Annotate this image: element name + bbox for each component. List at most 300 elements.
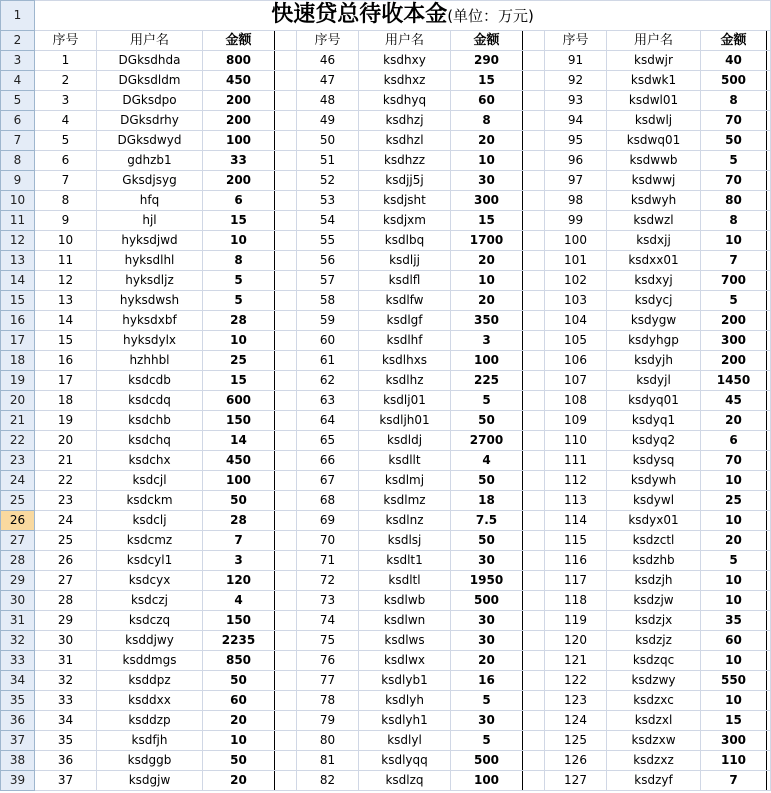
seq-cell[interactable]: 4 [35, 111, 97, 131]
empty-cell[interactable] [767, 531, 771, 551]
empty-cell[interactable] [275, 571, 297, 591]
user-cell[interactable]: ksdwk1 [607, 71, 701, 91]
user-cell[interactable]: ksdlyh [359, 691, 451, 711]
user-cell[interactable]: ksdlyb1 [359, 671, 451, 691]
empty-cell[interactable] [767, 511, 771, 531]
user-cell[interactable]: hfq [97, 191, 203, 211]
user-cell[interactable]: ksddxx [97, 691, 203, 711]
amount-cell[interactable]: 350 [451, 311, 523, 331]
empty-cell[interactable] [767, 131, 771, 151]
empty-cell[interactable] [767, 51, 771, 71]
empty-cell[interactable] [767, 411, 771, 431]
seq-cell[interactable]: 34 [35, 711, 97, 731]
user-cell[interactable]: ksdlhf [359, 331, 451, 351]
empty-cell[interactable] [523, 571, 545, 591]
amount-cell[interactable]: 16 [451, 671, 523, 691]
user-cell[interactable]: ksdzwy [607, 671, 701, 691]
user-cell[interactable]: ksdgjw [97, 771, 203, 791]
seq-cell[interactable]: 80 [297, 731, 359, 751]
empty-cell[interactable] [767, 71, 771, 91]
user-cell[interactable]: ksdlmz [359, 491, 451, 511]
seq-cell[interactable]: 72 [297, 571, 359, 591]
amount-cell[interactable]: 25 [701, 491, 767, 511]
seq-cell[interactable]: 118 [545, 591, 607, 611]
amount-cell[interactable]: 33 [203, 151, 275, 171]
user-cell[interactable]: ksdyjl [607, 371, 701, 391]
row-header[interactable]: 10 [1, 191, 35, 211]
empty-cell[interactable] [523, 171, 545, 191]
seq-cell[interactable]: 77 [297, 671, 359, 691]
user-cell[interactable]: ksdyq1 [607, 411, 701, 431]
amount-cell[interactable]: 450 [203, 71, 275, 91]
seq-cell[interactable]: 99 [545, 211, 607, 231]
user-cell[interactable]: Gksdjsyg [97, 171, 203, 191]
seq-cell[interactable]: 101 [545, 251, 607, 271]
amount-cell[interactable]: 5 [203, 271, 275, 291]
empty-cell[interactable] [767, 471, 771, 491]
row-header[interactable]: 34 [1, 671, 35, 691]
empty-cell[interactable] [767, 751, 771, 771]
user-cell[interactable]: ksdwzl [607, 211, 701, 231]
user-cell[interactable]: DGksdwyd [97, 131, 203, 151]
empty-cell[interactable] [275, 211, 297, 231]
amount-cell[interactable]: 110 [701, 751, 767, 771]
user-cell[interactable]: ksdlnz [359, 511, 451, 531]
empty-cell[interactable] [275, 271, 297, 291]
empty-cell[interactable] [523, 331, 545, 351]
amount-cell[interactable]: 60 [701, 631, 767, 651]
amount-cell[interactable]: 200 [203, 111, 275, 131]
amount-cell[interactable]: 15 [203, 371, 275, 391]
amount-cell[interactable]: 70 [701, 171, 767, 191]
empty-cell[interactable] [767, 551, 771, 571]
amount-cell[interactable]: 100 [451, 771, 523, 791]
amount-cell[interactable]: 20 [451, 651, 523, 671]
empty-cell[interactable] [767, 391, 771, 411]
amount-cell[interactable]: 20 [203, 711, 275, 731]
seq-cell[interactable]: 102 [545, 271, 607, 291]
amount-cell[interactable]: 100 [203, 131, 275, 151]
amount-cell[interactable]: 10 [701, 571, 767, 591]
empty-cell[interactable] [523, 311, 545, 331]
amount-cell[interactable]: 500 [451, 591, 523, 611]
header-seq[interactable]: 序号 [35, 31, 97, 51]
amount-cell[interactable]: 5 [451, 731, 523, 751]
amount-cell[interactable]: 8 [451, 111, 523, 131]
empty-cell[interactable] [275, 351, 297, 371]
header-user[interactable]: 用户名 [607, 31, 701, 51]
seq-cell[interactable]: 104 [545, 311, 607, 331]
seq-cell[interactable]: 76 [297, 651, 359, 671]
row-header[interactable]: 11 [1, 211, 35, 231]
row-header[interactable]: 27 [1, 531, 35, 551]
amount-cell[interactable]: 8 [701, 211, 767, 231]
seq-cell[interactable]: 22 [35, 471, 97, 491]
user-cell[interactable]: ksdzxc [607, 691, 701, 711]
seq-cell[interactable]: 12 [35, 271, 97, 291]
amount-cell[interactable]: 30 [451, 611, 523, 631]
seq-cell[interactable]: 6 [35, 151, 97, 171]
seq-cell[interactable]: 24 [35, 511, 97, 531]
amount-cell[interactable]: 5 [701, 151, 767, 171]
empty-cell[interactable] [275, 251, 297, 271]
row-header[interactable]: 8 [1, 151, 35, 171]
user-cell[interactable]: hzhhbl [97, 351, 203, 371]
seq-cell[interactable]: 54 [297, 211, 359, 231]
seq-cell[interactable]: 122 [545, 671, 607, 691]
empty-cell[interactable] [275, 491, 297, 511]
user-cell[interactable]: ksdxyj [607, 271, 701, 291]
seq-cell[interactable]: 3 [35, 91, 97, 111]
row-header[interactable]: 4 [1, 71, 35, 91]
seq-cell[interactable]: 49 [297, 111, 359, 131]
user-cell[interactable]: hyksdljz [97, 271, 203, 291]
empty-cell[interactable] [523, 51, 545, 71]
amount-cell[interactable]: 30 [451, 171, 523, 191]
empty-cell[interactable] [767, 271, 771, 291]
amount-cell[interactable]: 7 [203, 531, 275, 551]
amount-cell[interactable]: 3 [451, 331, 523, 351]
amount-cell[interactable]: 8 [203, 251, 275, 271]
seq-cell[interactable]: 20 [35, 431, 97, 451]
amount-cell[interactable]: 10 [701, 231, 767, 251]
empty-cell[interactable] [523, 111, 545, 131]
empty-cell[interactable] [767, 291, 771, 311]
row-header[interactable]: 39 [1, 771, 35, 791]
seq-cell[interactable]: 71 [297, 551, 359, 571]
empty-cell[interactable] [523, 151, 545, 171]
amount-cell[interactable]: 20 [203, 771, 275, 791]
empty-cell[interactable] [767, 691, 771, 711]
user-cell[interactable]: ksdlfw [359, 291, 451, 311]
seq-cell[interactable]: 97 [545, 171, 607, 191]
amount-cell[interactable]: 200 [203, 171, 275, 191]
seq-cell[interactable]: 53 [297, 191, 359, 211]
amount-cell[interactable]: 5 [203, 291, 275, 311]
amount-cell[interactable]: 5 [701, 551, 767, 571]
empty-cell[interactable] [275, 711, 297, 731]
user-cell[interactable]: ksdzjx [607, 611, 701, 631]
user-cell[interactable]: DGksdhda [97, 51, 203, 71]
amount-cell[interactable]: 225 [451, 371, 523, 391]
amount-cell[interactable]: 50 [451, 531, 523, 551]
row-header[interactable]: 7 [1, 131, 35, 151]
user-cell[interactable]: ksdyx01 [607, 511, 701, 531]
row-header[interactable]: 21 [1, 411, 35, 431]
amount-cell[interactable]: 700 [701, 271, 767, 291]
user-cell[interactable]: ksdhyq [359, 91, 451, 111]
amount-cell[interactable]: 800 [203, 51, 275, 71]
empty-cell[interactable] [275, 691, 297, 711]
empty-cell[interactable] [523, 631, 545, 651]
empty-cell[interactable] [523, 271, 545, 291]
amount-cell[interactable]: 40 [701, 51, 767, 71]
user-cell[interactable]: ksdhzl [359, 131, 451, 151]
amount-cell[interactable]: 8 [701, 91, 767, 111]
seq-cell[interactable]: 17 [35, 371, 97, 391]
amount-cell[interactable]: 18 [451, 491, 523, 511]
user-cell[interactable]: ksdygw [607, 311, 701, 331]
amount-cell[interactable]: 30 [451, 711, 523, 731]
amount-cell[interactable]: 120 [203, 571, 275, 591]
seq-cell[interactable]: 27 [35, 571, 97, 591]
amount-cell[interactable]: 10 [701, 651, 767, 671]
amount-cell[interactable]: 200 [203, 91, 275, 111]
user-cell[interactable]: ksdckm [97, 491, 203, 511]
amount-cell[interactable]: 550 [701, 671, 767, 691]
empty-cell[interactable] [275, 71, 297, 91]
amount-cell[interactable]: 80 [701, 191, 767, 211]
user-cell[interactable]: ksdcyx [97, 571, 203, 591]
seq-cell[interactable]: 127 [545, 771, 607, 791]
user-cell[interactable]: ksdczj [97, 591, 203, 611]
seq-cell[interactable]: 103 [545, 291, 607, 311]
amount-cell[interactable]: 2700 [451, 431, 523, 451]
seq-cell[interactable]: 36 [35, 751, 97, 771]
empty-cell[interactable] [767, 431, 771, 451]
amount-cell[interactable]: 850 [203, 651, 275, 671]
amount-cell[interactable]: 15 [451, 211, 523, 231]
user-cell[interactable]: ksdlfl [359, 271, 451, 291]
seq-cell[interactable]: 64 [297, 411, 359, 431]
amount-cell[interactable]: 5 [451, 691, 523, 711]
empty-cell[interactable] [275, 171, 297, 191]
amount-cell[interactable]: 45 [701, 391, 767, 411]
row-header[interactable]: 15 [1, 291, 35, 311]
seq-cell[interactable]: 25 [35, 531, 97, 551]
user-cell[interactable]: ksdlyqq [359, 751, 451, 771]
empty-cell[interactable] [767, 591, 771, 611]
empty-cell[interactable] [275, 31, 297, 51]
amount-cell[interactable]: 1450 [701, 371, 767, 391]
user-cell[interactable]: ksdyq2 [607, 431, 701, 451]
row-header[interactable]: 9 [1, 171, 35, 191]
seq-cell[interactable]: 69 [297, 511, 359, 531]
seq-cell[interactable]: 111 [545, 451, 607, 471]
empty-cell[interactable] [523, 91, 545, 111]
row-header[interactable]: 22 [1, 431, 35, 451]
empty-cell[interactable] [767, 651, 771, 671]
seq-cell[interactable]: 11 [35, 251, 97, 271]
empty-cell[interactable] [767, 331, 771, 351]
user-cell[interactable]: ksdfjh [97, 731, 203, 751]
user-cell[interactable]: ksdldj [359, 431, 451, 451]
empty-cell[interactable] [523, 391, 545, 411]
empty-cell[interactable] [275, 291, 297, 311]
empty-cell[interactable] [523, 211, 545, 231]
amount-cell[interactable]: 28 [203, 511, 275, 531]
user-cell[interactable]: ksdlwb [359, 591, 451, 611]
row-header[interactable]: 16 [1, 311, 35, 331]
empty-cell[interactable] [523, 191, 545, 211]
header-amount[interactable]: 金额 [701, 31, 767, 51]
seq-cell[interactable]: 68 [297, 491, 359, 511]
amount-cell[interactable]: 10 [203, 231, 275, 251]
amount-cell[interactable]: 450 [203, 451, 275, 471]
user-cell[interactable]: ksdclj [97, 511, 203, 531]
user-cell[interactable]: ksdzjz [607, 631, 701, 651]
empty-cell[interactable] [767, 571, 771, 591]
user-cell[interactable]: hyksdwsh [97, 291, 203, 311]
user-cell[interactable]: ksdlhz [359, 371, 451, 391]
user-cell[interactable]: DGksdrhy [97, 111, 203, 131]
seq-cell[interactable]: 81 [297, 751, 359, 771]
seq-cell[interactable]: 119 [545, 611, 607, 631]
seq-cell[interactable]: 124 [545, 711, 607, 731]
empty-cell[interactable] [767, 251, 771, 271]
empty-cell[interactable] [275, 131, 297, 151]
user-cell[interactable]: ksdwyh [607, 191, 701, 211]
seq-cell[interactable]: 35 [35, 731, 97, 751]
empty-cell[interactable] [767, 451, 771, 471]
amount-cell[interactable]: 50 [451, 411, 523, 431]
user-cell[interactable]: hyksdxbf [97, 311, 203, 331]
amount-cell[interactable]: 50 [701, 131, 767, 151]
amount-cell[interactable]: 20 [451, 131, 523, 151]
empty-cell[interactable] [275, 151, 297, 171]
amount-cell[interactable]: 6 [701, 431, 767, 451]
user-cell[interactable]: ksdysq [607, 451, 701, 471]
user-cell[interactable]: ksdzjw [607, 591, 701, 611]
user-cell[interactable]: ksdcjl [97, 471, 203, 491]
user-cell[interactable]: ksdjj5j [359, 171, 451, 191]
amount-cell[interactable]: 50 [203, 491, 275, 511]
user-cell[interactable]: gdhzb1 [97, 151, 203, 171]
seq-cell[interactable]: 60 [297, 331, 359, 351]
seq-cell[interactable]: 121 [545, 651, 607, 671]
amount-cell[interactable]: 290 [451, 51, 523, 71]
seq-cell[interactable]: 115 [545, 531, 607, 551]
seq-cell[interactable]: 113 [545, 491, 607, 511]
amount-cell[interactable]: 1700 [451, 231, 523, 251]
empty-cell[interactable] [275, 431, 297, 451]
amount-cell[interactable]: 150 [203, 411, 275, 431]
empty-cell[interactable] [523, 491, 545, 511]
user-cell[interactable]: ksdchq [97, 431, 203, 451]
amount-cell[interactable]: 10 [701, 471, 767, 491]
user-cell[interactable]: ksdcdq [97, 391, 203, 411]
empty-cell[interactable] [523, 291, 545, 311]
seq-cell[interactable]: 29 [35, 611, 97, 631]
row-header[interactable]: 23 [1, 451, 35, 471]
seq-cell[interactable]: 126 [545, 751, 607, 771]
seq-cell[interactable]: 21 [35, 451, 97, 471]
empty-cell[interactable] [275, 471, 297, 491]
amount-cell[interactable]: 10 [701, 511, 767, 531]
seq-cell[interactable]: 56 [297, 251, 359, 271]
user-cell[interactable]: ksdhxz [359, 71, 451, 91]
empty-cell[interactable] [767, 731, 771, 751]
user-cell[interactable]: ksdljh01 [359, 411, 451, 431]
empty-cell[interactable] [275, 611, 297, 631]
user-cell[interactable]: ksdlws [359, 631, 451, 651]
empty-cell[interactable] [275, 531, 297, 551]
seq-cell[interactable]: 19 [35, 411, 97, 431]
seq-cell[interactable]: 48 [297, 91, 359, 111]
amount-cell[interactable]: 10 [203, 731, 275, 751]
seq-cell[interactable]: 10 [35, 231, 97, 251]
row-header[interactable]: 26 [1, 511, 35, 531]
user-cell[interactable]: DGksdldm [97, 71, 203, 91]
empty-cell[interactable] [523, 691, 545, 711]
amount-cell[interactable]: 150 [203, 611, 275, 631]
user-cell[interactable]: ksdwwb [607, 151, 701, 171]
seq-cell[interactable]: 33 [35, 691, 97, 711]
seq-cell[interactable]: 50 [297, 131, 359, 151]
user-cell[interactable]: hjl [97, 211, 203, 231]
empty-cell[interactable] [275, 511, 297, 531]
empty-cell[interactable] [275, 671, 297, 691]
amount-cell[interactable]: 50 [203, 751, 275, 771]
user-cell[interactable]: ksddpz [97, 671, 203, 691]
row-header[interactable]: 14 [1, 271, 35, 291]
user-cell[interactable]: ksdywl [607, 491, 701, 511]
empty-cell[interactable] [767, 631, 771, 651]
user-cell[interactable]: ksdwjr [607, 51, 701, 71]
seq-cell[interactable]: 116 [545, 551, 607, 571]
user-cell[interactable]: ksdcyl1 [97, 551, 203, 571]
user-cell[interactable]: ksdllt [359, 451, 451, 471]
row-header[interactable]: 2 [1, 31, 35, 51]
seq-cell[interactable]: 28 [35, 591, 97, 611]
amount-cell[interactable]: 3 [203, 551, 275, 571]
seq-cell[interactable]: 78 [297, 691, 359, 711]
user-cell[interactable]: ksdywh [607, 471, 701, 491]
seq-cell[interactable]: 30 [35, 631, 97, 651]
user-cell[interactable]: ksdljj [359, 251, 451, 271]
seq-cell[interactable]: 2 [35, 71, 97, 91]
seq-cell[interactable]: 117 [545, 571, 607, 591]
seq-cell[interactable]: 58 [297, 291, 359, 311]
user-cell[interactable]: ksdzhb [607, 551, 701, 571]
empty-cell[interactable] [767, 611, 771, 631]
amount-cell[interactable]: 25 [203, 351, 275, 371]
user-cell[interactable]: ksdhxy [359, 51, 451, 71]
user-cell[interactable]: ksdzxz [607, 751, 701, 771]
empty-cell[interactable] [523, 431, 545, 451]
amount-cell[interactable]: 600 [203, 391, 275, 411]
user-cell[interactable]: hyksdlhl [97, 251, 203, 271]
user-cell[interactable]: ksdzctl [607, 531, 701, 551]
user-cell[interactable]: ksdhzj [359, 111, 451, 131]
amount-cell[interactable]: 100 [203, 471, 275, 491]
seq-cell[interactable]: 47 [297, 71, 359, 91]
amount-cell[interactable]: 15 [701, 711, 767, 731]
user-cell[interactable]: hyksdylx [97, 331, 203, 351]
empty-cell[interactable] [523, 371, 545, 391]
row-header[interactable]: 17 [1, 331, 35, 351]
empty-cell[interactable] [767, 311, 771, 331]
row-header[interactable]: 33 [1, 651, 35, 671]
seq-cell[interactable]: 105 [545, 331, 607, 351]
user-cell[interactable]: DGksdpo [97, 91, 203, 111]
amount-cell[interactable]: 50 [451, 471, 523, 491]
row-header[interactable]: 19 [1, 371, 35, 391]
user-cell[interactable]: ksdlbq [359, 231, 451, 251]
user-cell[interactable]: ksdcdb [97, 371, 203, 391]
seq-cell[interactable]: 109 [545, 411, 607, 431]
user-cell[interactable]: ksdzxl [607, 711, 701, 731]
user-cell[interactable]: ksdxjj [607, 231, 701, 251]
user-cell[interactable]: ksdchx [97, 451, 203, 471]
amount-cell[interactable]: 300 [451, 191, 523, 211]
empty-cell[interactable] [523, 771, 545, 791]
empty-cell[interactable] [767, 31, 771, 51]
empty-cell[interactable] [275, 651, 297, 671]
amount-cell[interactable]: 200 [701, 311, 767, 331]
row-header[interactable]: 35 [1, 691, 35, 711]
user-cell[interactable]: hyksdjwd [97, 231, 203, 251]
